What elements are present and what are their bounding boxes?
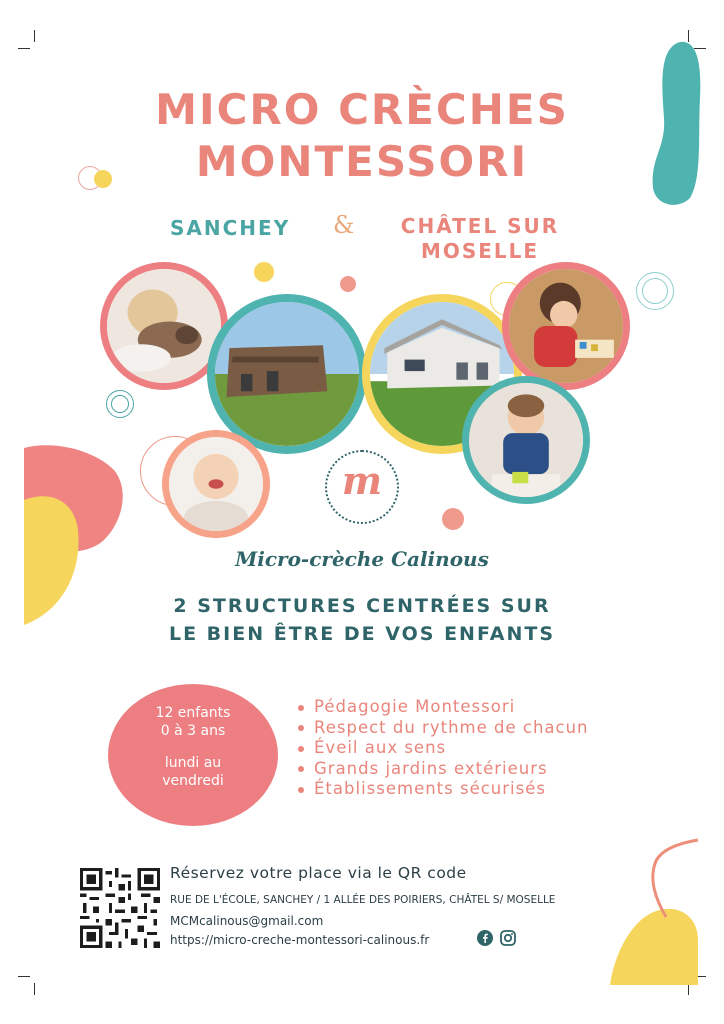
brand-name: Micro-crèche Calinous: [235, 547, 489, 571]
photo-image: [509, 269, 623, 383]
crop-mark: [18, 48, 30, 49]
feature-label: Établissements sécurisés: [314, 779, 546, 798]
badge-days-1: lundi au: [164, 755, 222, 771]
crop-mark: [34, 983, 35, 995]
crop-mark: [18, 976, 30, 977]
badge-age: 0 à 3 ans: [160, 723, 226, 739]
list-item: [298, 779, 589, 800]
feature-label: Grands jardins extérieurs: [314, 758, 548, 778]
photo-smiling-baby: [162, 430, 270, 538]
badge-capacity: 12 enfants: [155, 705, 231, 721]
dot-decoration: [254, 262, 274, 282]
crop-mark: [34, 30, 35, 42]
dot-decoration: [340, 276, 356, 292]
photo-toddler-activity: [462, 376, 590, 504]
feature-label: Respect du rythme de chacun: [314, 717, 589, 737]
ring-decoration: [642, 278, 668, 304]
instagram-icon[interactable]: [500, 930, 516, 946]
photo-image: [107, 269, 221, 383]
info-badge: [108, 684, 278, 826]
bullet: [298, 725, 304, 731]
reserve-text: Réservez votre place via le QR code: [170, 864, 467, 882]
features-list: [298, 697, 589, 800]
location-sanchey: SANCHEY: [170, 216, 291, 240]
title-line-1: MICRO CRÈCHES: [155, 85, 569, 134]
list-item: [298, 738, 589, 759]
photo-sanchey-building: [207, 294, 367, 454]
title-line-2: MONTESSORI: [195, 137, 529, 186]
monogram-letter: m: [341, 458, 383, 503]
headline-line-1: 2 STRUCTURES CENTRÉES SUR: [173, 595, 551, 617]
email-link[interactable]: MCMcalinous@gmail.com: [170, 914, 324, 928]
facebook-icon[interactable]: [477, 930, 493, 946]
feature-label: Pédagogie Montessori: [314, 697, 516, 716]
yellow-blob-bottom: [610, 835, 700, 990]
bullet: [298, 787, 304, 793]
bullet: [298, 766, 304, 772]
headline: [0, 592, 724, 648]
list-item: [298, 759, 589, 780]
badge-days-2: vendredi: [162, 773, 224, 789]
photo-image: [469, 383, 583, 497]
bullet: [298, 746, 304, 752]
headline-line-2: LE BIEN ÊTRE DE VOS ENFANTS: [168, 623, 556, 645]
address-text: RUE DE L'ÉCOLE, SANCHEY / 1 ALLÉE DES POIRIERS, CHÂTEL S/ MOSELLE: [170, 894, 556, 906]
ampersand: &: [333, 211, 355, 239]
location-chatel: [395, 214, 565, 264]
location-chatel-line-1: CHÂTEL SUR: [400, 214, 560, 238]
list-item: [298, 697, 589, 718]
website-link[interactable]: https://micro-creche-montessori-calinous.fr: [170, 933, 430, 947]
list-item: [298, 718, 589, 739]
bullet: [298, 705, 304, 711]
location-chatel-line-2: MOSELLE: [420, 239, 540, 263]
photo-image: [169, 437, 263, 531]
dot-decoration: [442, 508, 464, 530]
photo-child-playing: [502, 262, 630, 390]
photo-image: [215, 302, 359, 446]
dot-decoration: [94, 170, 112, 188]
ring-decoration: [111, 395, 129, 413]
feature-label: Éveil aux sens: [314, 738, 447, 757]
qr-code[interactable]: [80, 868, 160, 948]
